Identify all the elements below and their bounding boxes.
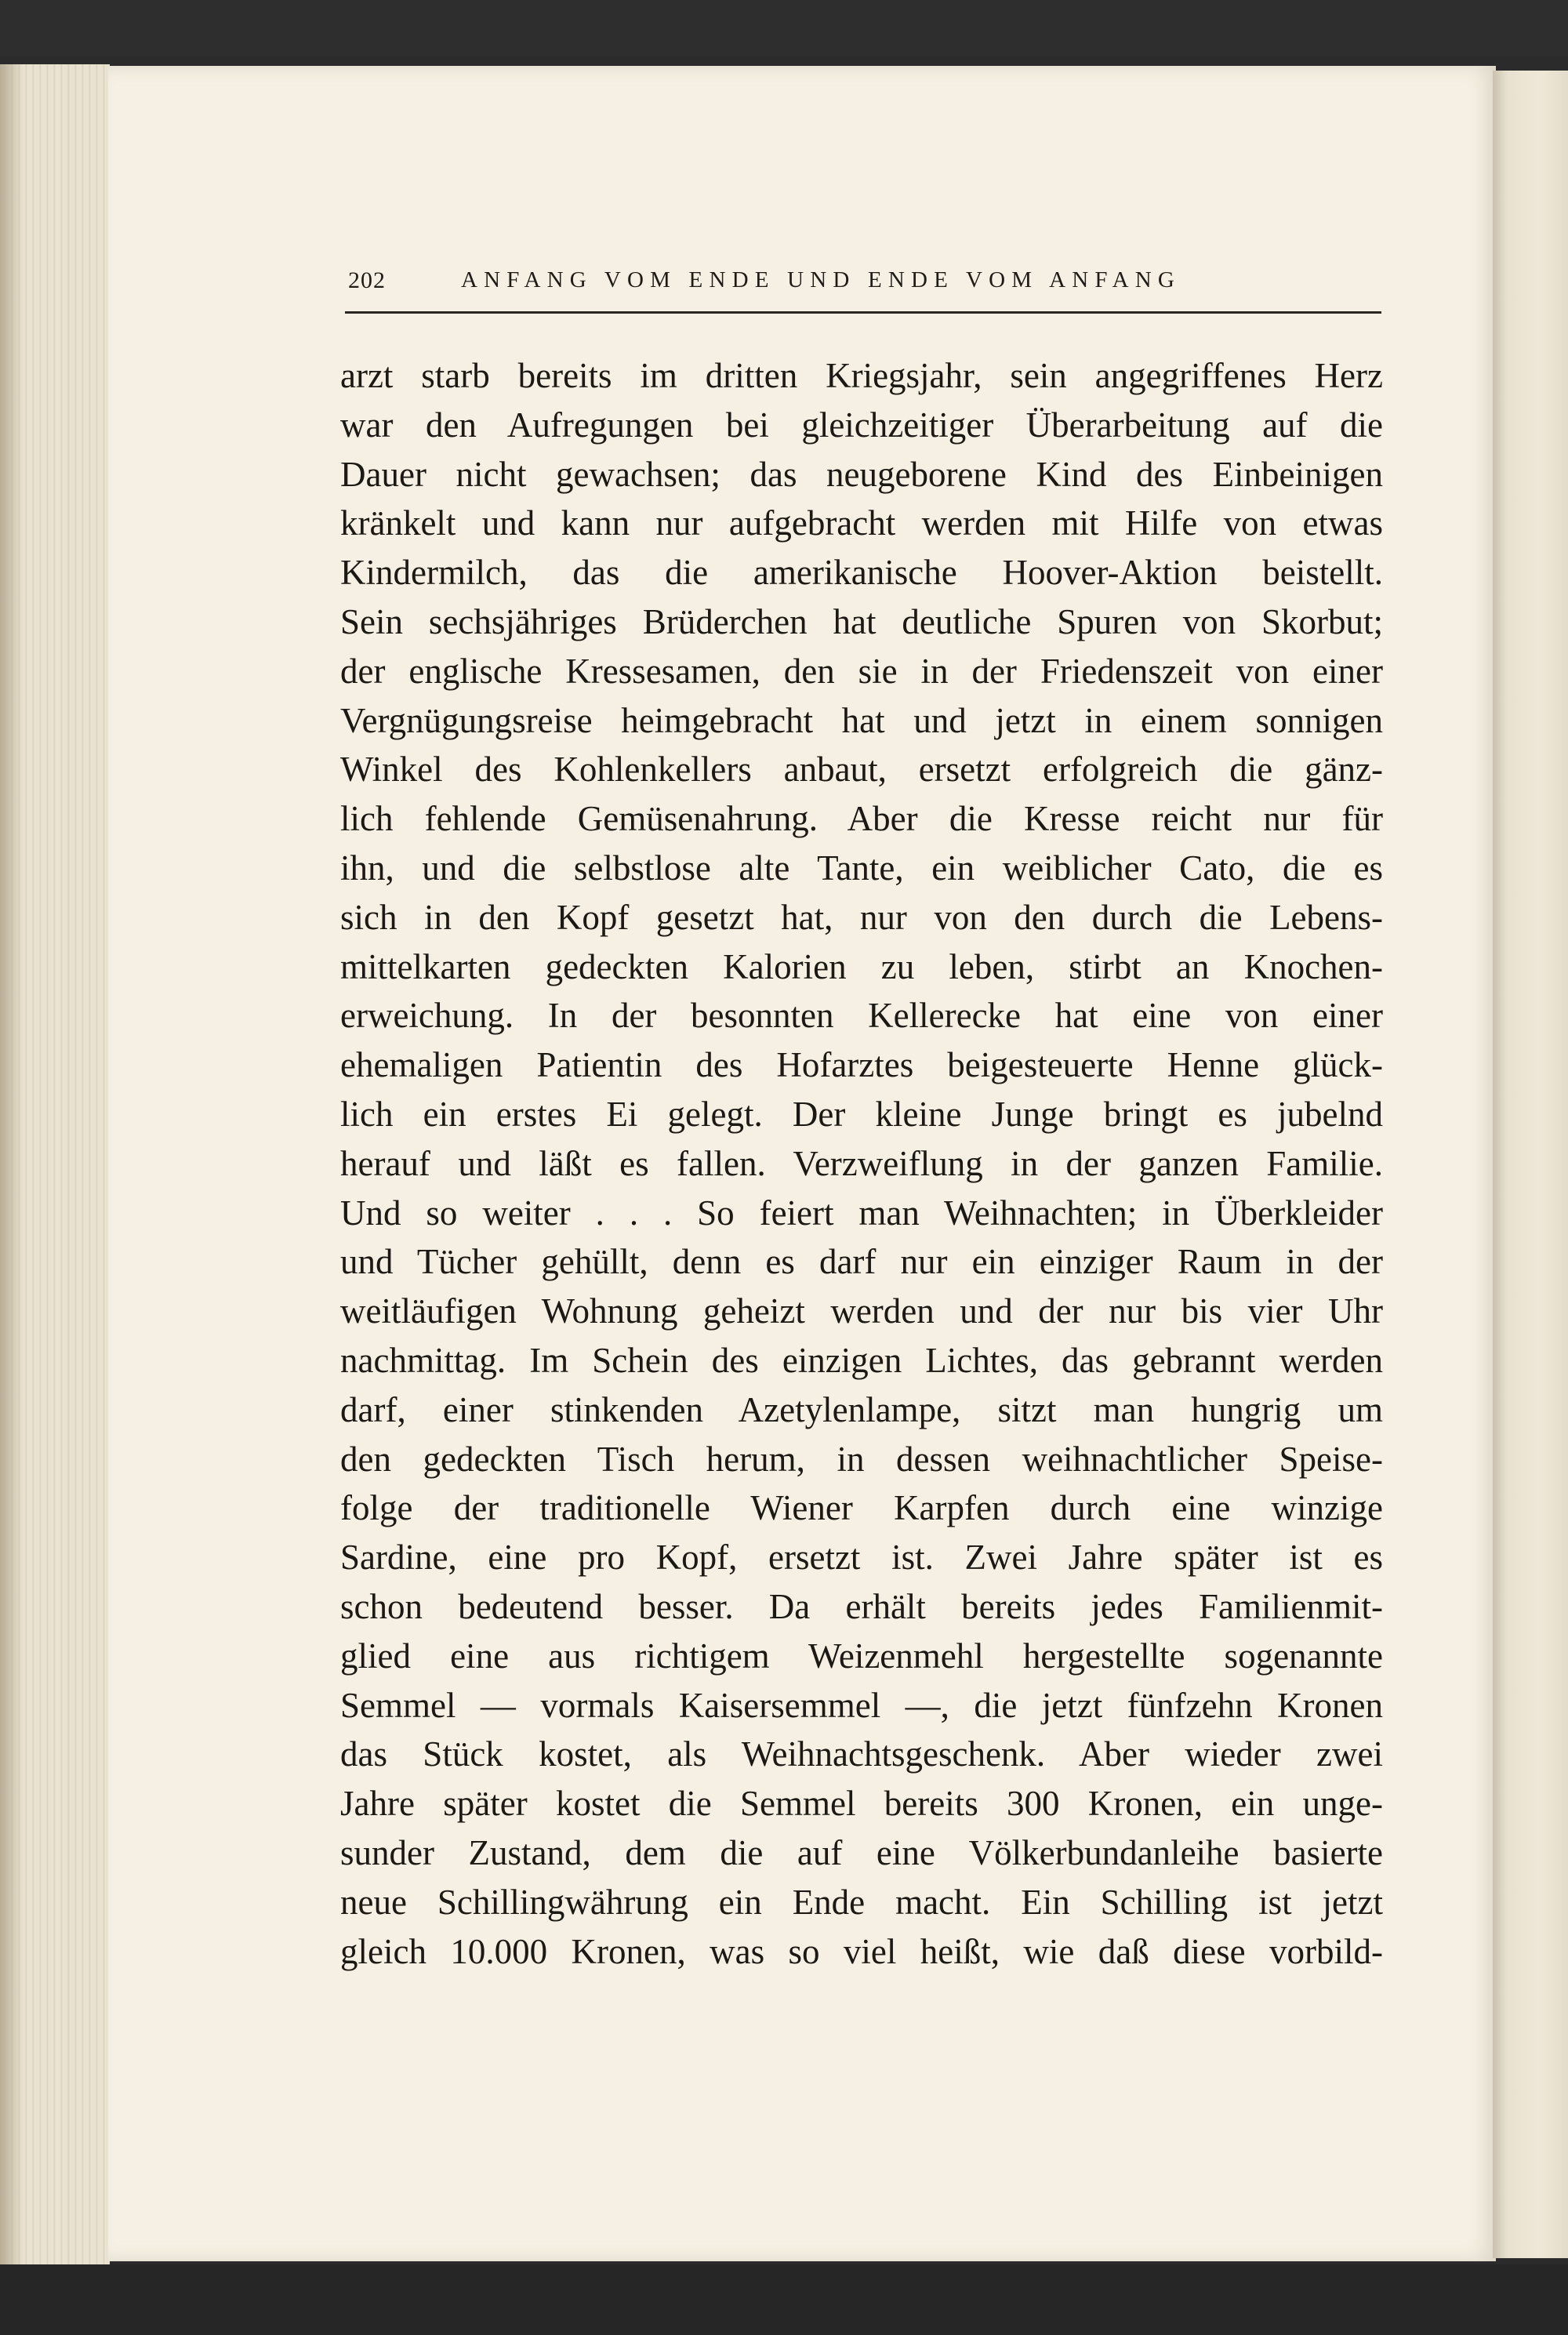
text-line: Vergnügungsreise heimgebracht hat und jetzt in einem sonnigen: [340, 700, 1383, 740]
text-line: und Tücher gehüllt, denn es darf nur ein einziger Raum in der: [340, 1242, 1383, 1282]
text-line: der englische Kressesamen, den sie in der Friedenszeit von einer: [340, 651, 1383, 691]
text-line: ihn, und die selbstlose alte Tante, ein weiblicher Cato, die es: [340, 848, 1383, 888]
text-line: das Stück kostet, als Weihnachtsgeschenk. Aber wieder zwei: [340, 1734, 1383, 1774]
text-line: Winkel des Kohlenkellers anbaut, ersetzt erfolgreich die gänz-: [340, 750, 1383, 790]
text-line: ehemaligen Patientin des Hofarztes beigesteuerte Henne glück-: [340, 1045, 1383, 1085]
text-line: Und so weiter . . . So feiert man Weihnachten; in Überkleider: [340, 1193, 1383, 1233]
text-line: kränkelt und kann nur aufgebracht werden mit Hilfe von etwas: [340, 503, 1383, 543]
page-edges-shadow: [0, 64, 24, 2268]
text-line: schon bedeutend besser. Da erhält bereits jedes Familienmit-: [340, 1586, 1383, 1626]
text-line: Dauer nicht gewachsen; das neugeborene Kind des Einbeinigen: [340, 454, 1383, 494]
text-line: sich in den Kopf gesetzt hat, nur von den durch die Lebens-: [340, 897, 1383, 937]
text-line: herauf und läßt es fallen. Verzweiflung in der ganzen Familie.: [340, 1143, 1383, 1183]
text-line: arzt starb bereits im dritten Kriegsjahr, sein angegriffenes Herz: [340, 356, 1383, 395]
running-title: ANFANG VOM ENDE UND ENDE VOM ANFANG: [461, 267, 1181, 292]
body-text: [340, 351, 1383, 1976]
text-line: weitläufigen Wohnung geheizt werden und der nur bis vier Uhr: [340, 1291, 1383, 1331]
text-line: sunder Zustand, dem die auf eine Völkerbundanleihe basierte: [340, 1832, 1383, 1872]
page-number: 202: [348, 267, 386, 293]
text-line: neue Schillingwährung ein Ende macht. Ein Schilling ist jetzt: [340, 1882, 1383, 1922]
text-line: darf, einer stinkenden Azetylenlampe, sitzt man hungrig um: [340, 1389, 1383, 1429]
text-line: mittelkarten gedeckten Kalorien zu leben, stirbt an Knochen-: [340, 946, 1383, 986]
text-line: gleich 10.000 Kronen, was so viel heißt, wie daß diese vorbild-: [340, 1931, 1383, 1971]
text-line: erweichung. In der besonnten Kellerecke hat eine von einer: [340, 996, 1383, 1036]
text-line: Semmel — vormals Kaisersemmel —, die jetzt fünfzehn Kronen: [340, 1685, 1383, 1725]
text-line: Sein sechsjähriges Brüderchen hat deutliche Spuren von Skorbut;: [340, 601, 1383, 641]
scanner-background-top: [0, 0, 1568, 56]
text-line: folge der traditionelle Wiener Karpfen durch eine winzige: [340, 1488, 1383, 1528]
text-line: lich ein erstes Ei gelegt. Der kleine Junge bringt es jubelnd: [340, 1094, 1383, 1134]
text-line: nachmittag. Im Schein des einzigen Lichtes, das gebrannt werden: [340, 1340, 1383, 1380]
text-line: war den Aufregungen bei gleichzeitiger Überarbeitung auf die: [340, 405, 1383, 445]
running-head: [345, 263, 1381, 314]
text-line: glied eine aus richtigem Weizenmehl hergestellte sogenannte: [340, 1636, 1383, 1676]
text-line: lich fehlende Gemüsenahrung. Aber die Kresse reicht nur für: [340, 799, 1383, 839]
scanner-background-bottom: [0, 2264, 1568, 2335]
text-line: Jahre später kostet die Semmel bereits 300 Kronen, ein unge-: [340, 1784, 1383, 1824]
text-line: den gedeckten Tisch herum, in dessen weihnachtlicher Speise-: [340, 1439, 1383, 1479]
facing-page-edge: [1493, 71, 1568, 2258]
text-line: Sardine, eine pro Kopf, ersetzt ist. Zwei Jahre später ist es: [340, 1538, 1383, 1578]
text-line: Kindermilch, das die amerikanische Hoover-Aktion beistellt.: [340, 553, 1383, 593]
